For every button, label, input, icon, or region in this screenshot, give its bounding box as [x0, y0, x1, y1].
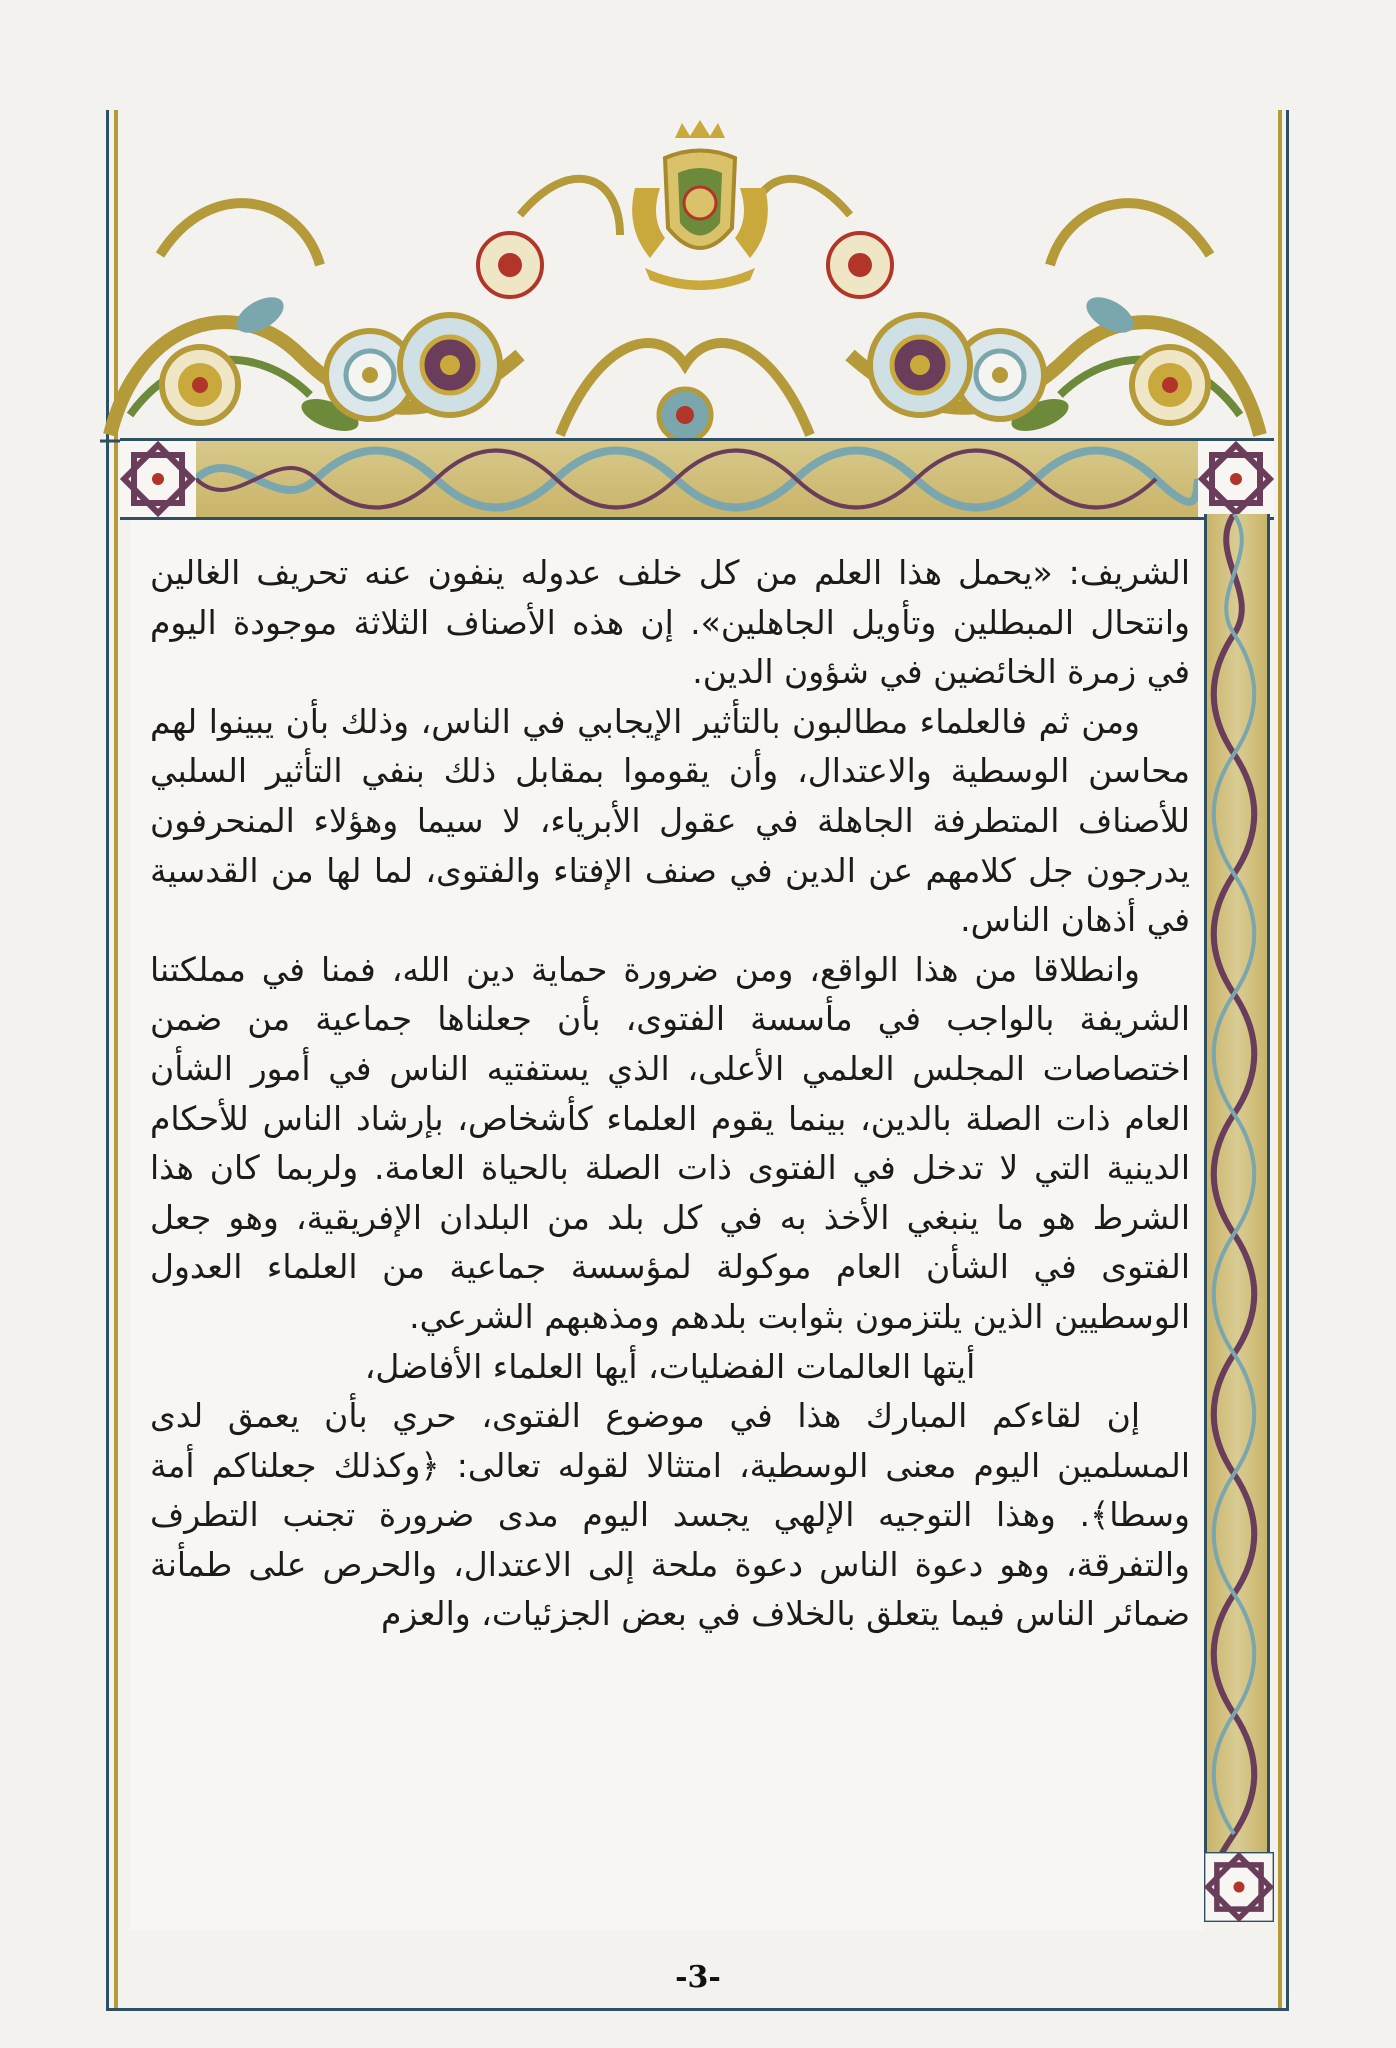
frame-line-bottom: [106, 2008, 1289, 2011]
paragraph-3: وانطلاقا من هذا الواقع، ومن ضرورة حماية دين الله، فمنا في مملكتنا الشريفة بالواجب في مأسسة الفتوى، بأن جعلناها جماعية من ضمن اختصاصات المجلس العلمي الأعلى، الذي يستفتيه الناس في أمور الشأن العام ذات الصلة بالدين، بينما يقوم العلماء كأشخاص، بإرشاد الناس للأحكام الدينية التي لا تدخل في الفتوى ذات الصلة بالحياة العامة. ولربما كان هذا الشرط هو ما ينبغي الأخذ به في كل بلد من البلدان الإفريقية، وهو جعل الفتوى في الشأن العام موكولة لمؤسسة جماعية من العلماء العدول الوسطيين الذين يلتزمون بثوابت بلدهم ومذهبهم الشرعي.: [150, 949, 1190, 1336]
top-band-scroll-pattern: [196, 441, 1198, 517]
right-border-vine-pattern: [1207, 514, 1261, 1904]
moroccan-coat-of-arms-icon: [620, 118, 780, 298]
interlace-knot-icon: [120, 441, 196, 517]
paragraph-4: إن لقاءكم المبارك هذا في موضوع الفتوى، حري بأن يعمق لدى المسلمين اليوم معنى الوسطية، امتثالا لقوله تعالى: ﴿وكذلك جعلناكم أمة وسطا﴾. وهذا التوجيه الإلهي يجسد اليوم مدى ضرورة تجنب التطرف والتفرقة، وهو دعوة الناس دعوة ملحة إلى الاعتدال، والحرص على طمأنة ضمائر الناس فيما يتعلق بالخلاف في بعض الجزئيات، والعزم: [150, 1396, 1190, 1634]
salutation-heading: أيتها العالمات الفضليات، أيها العلماء الأفاضل،: [364, 1346, 976, 1386]
frame-line-right-inner: [1278, 110, 1282, 2010]
interlace-knot-icon: [1198, 441, 1274, 517]
top-decorative-band: [120, 438, 1274, 520]
paragraph-1: الشريف: «يحمل هذا العلم من كل خلف عدوله ينفون عنه تحريف الغالين وانتحال المبطلين وتأويل الجاهلين». إن هذه الأصناف الثلاثة موجودة اليوم في زمرة الخائضين في شؤون الدين.: [150, 553, 1190, 692]
page-number: -3-: [675, 1960, 721, 1995]
paragraph-2: ومن ثم فالعلماء مطالبون بالتأثير الإيجابي في الناس، وذلك بأن يبينوا لهم محاسن الوسطية والاعتدال، وأن يقوموا بمقابل ذلك بنفي التأثير السلبي للأصناف المتطرفة الجاهلة في عقول الأبرياء، لا سيما وهؤلاء المنحرفون يدرجون جل كلامهم عن الدين في صنف الإفتاء والفتوى، لما لها من القدسية في أذهان الناس.: [150, 701, 1190, 940]
body-text: [150, 548, 1190, 1639]
right-decorative-border: [1204, 514, 1270, 1904]
interlace-knot-icon: [1204, 1852, 1274, 1922]
frame-line-right-outer: [1286, 110, 1289, 2010]
